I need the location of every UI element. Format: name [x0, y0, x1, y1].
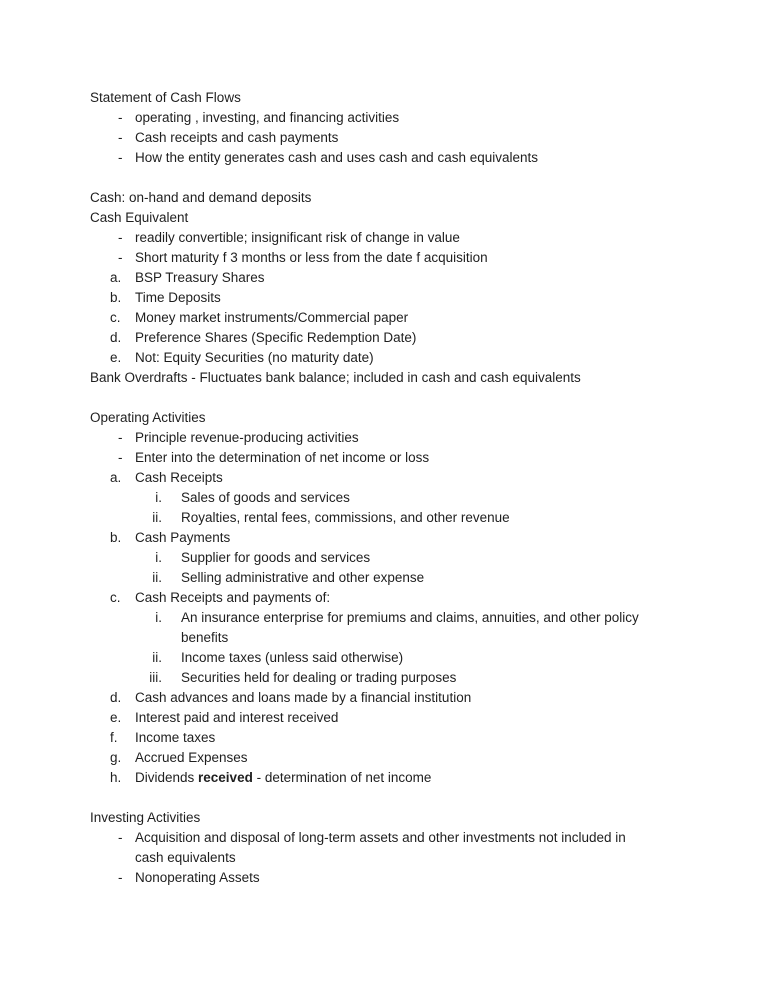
doc-text: Cash Receipts and payments of:	[135, 590, 331, 605]
doc-continuation-line	[0, 628, 768, 648]
doc-text: Money market instruments/Commercial paper	[135, 310, 409, 325]
doc-text: Bank Overdrafts - Fluctuates bank balance; included in cash and cash equivalents	[90, 370, 581, 385]
doc-text: Cash Receipts	[135, 470, 223, 485]
doc-text: Cash advances and loans made by a financial institution	[135, 690, 472, 705]
bullet-dash: -	[118, 430, 123, 445]
list-marker: b.	[110, 530, 122, 545]
doc-text	[135, 768, 431, 788]
doc-text: Enter into the determination of net income or loss	[135, 450, 430, 465]
list-marker: c.	[110, 310, 121, 325]
list-marker: b.	[110, 290, 122, 305]
doc-text: Not: Equity Securities (no maturity date)	[135, 350, 374, 365]
doc-letter-item	[0, 328, 768, 348]
list-marker: d.	[110, 690, 122, 705]
list-marker: g.	[110, 750, 122, 765]
doc-letter-item	[0, 728, 768, 748]
list-marker: f.	[110, 730, 118, 745]
doc-text: How the entity generates cash and uses cash and cash equivalents	[135, 150, 539, 165]
bullet-dash: -	[118, 870, 123, 885]
doc-letter-item	[0, 708, 768, 728]
doc-text: Interest paid and interest received	[135, 710, 339, 725]
doc-paragraph	[0, 88, 768, 108]
doc-paragraph	[0, 408, 768, 428]
list-marker: i.	[155, 550, 162, 565]
list-marker: ii.	[152, 510, 162, 525]
list-marker: ii.	[152, 650, 162, 665]
doc-roman-item	[0, 648, 768, 668]
list-marker: e.	[110, 710, 122, 725]
doc-text-segment: Dividends	[135, 770, 199, 785]
bullet-dash: -	[118, 110, 123, 125]
doc-text: An insurance enterprise for premiums and claims, annuities, and other policy	[181, 610, 639, 625]
list-marker: d.	[110, 330, 122, 345]
doc-roman-item	[0, 508, 768, 528]
doc-letter-item	[0, 748, 768, 768]
list-marker: i.	[155, 610, 162, 625]
doc-roman-item	[0, 488, 768, 508]
list-marker: c.	[110, 590, 121, 605]
doc-text: Nonoperating Assets	[135, 870, 260, 885]
doc-letter-item	[0, 288, 768, 308]
doc-roman-item	[0, 568, 768, 588]
doc-text: Acquisition and disposal of long-term assets and other investments not included in	[135, 830, 626, 845]
doc-text: BSP Treasury Shares	[135, 270, 265, 285]
list-marker: e.	[110, 350, 122, 365]
doc-letter-item	[0, 308, 768, 328]
doc-text: cash equivalents	[135, 850, 236, 865]
doc-paragraph	[0, 368, 768, 388]
doc-text-bold: received	[198, 770, 253, 785]
list-marker: ii.	[152, 570, 162, 585]
doc-text: Cash receipts and cash payments	[135, 130, 339, 145]
doc-text: Short maturity f 3 months or less from the date f acquisition	[135, 250, 488, 265]
doc-roman-item	[0, 608, 768, 628]
doc-paragraph	[0, 808, 768, 828]
doc-letter-item	[0, 588, 768, 608]
doc-text: Statement of Cash Flows	[90, 90, 241, 105]
doc-text: Royalties, rental fees, commissions, and other revenue	[181, 510, 510, 525]
doc-roman-item	[0, 548, 768, 568]
doc-bullet-item	[0, 828, 768, 848]
doc-letter-item	[0, 768, 768, 788]
bullet-dash: -	[118, 150, 123, 165]
doc-roman-item	[0, 668, 768, 688]
bullet-dash: -	[118, 830, 123, 845]
doc-text: Accrued Expenses	[135, 750, 248, 765]
bullet-dash: -	[118, 250, 123, 265]
doc-bullet-item	[0, 108, 768, 128]
doc-letter-item	[0, 468, 768, 488]
doc-letter-item	[0, 268, 768, 288]
doc-text: readily convertible; insignificant risk of change in value	[135, 230, 460, 245]
doc-text: Income taxes (unless said otherwise)	[181, 650, 404, 665]
doc-bullet-item	[0, 448, 768, 468]
doc-text: Securities held for dealing or trading purposes	[181, 670, 457, 685]
doc-text-segment: - determination of net income	[252, 770, 432, 785]
doc-bullet-item	[0, 428, 768, 448]
doc-text: Income taxes	[135, 730, 216, 745]
doc-text: Selling administrative and other expense	[181, 570, 425, 585]
doc-text: benefits	[181, 630, 229, 645]
doc-paragraph	[0, 188, 768, 208]
doc-text: Principle revenue-producing activities	[135, 430, 359, 445]
doc-blank-line	[0, 168, 768, 188]
doc-text: operating , investing, and financing activities	[135, 110, 400, 125]
doc-continuation-line	[0, 848, 768, 868]
doc-text: Cash Equivalent	[90, 210, 189, 225]
list-marker: a.	[110, 270, 122, 285]
doc-letter-item	[0, 688, 768, 708]
bullet-dash: -	[118, 230, 123, 245]
doc-bullet-item	[0, 228, 768, 248]
doc-text: Investing Activities	[90, 810, 201, 825]
list-marker: i.	[155, 490, 162, 505]
doc-text: Sales of goods and services	[181, 490, 350, 505]
list-marker: iii.	[149, 670, 162, 685]
doc-bullet-item	[0, 148, 768, 168]
doc-text: Supplier for goods and services	[181, 550, 371, 565]
list-marker: a.	[110, 470, 122, 485]
bullet-dash: -	[118, 450, 123, 465]
doc-blank-line	[0, 388, 768, 408]
list-marker: h.	[110, 770, 122, 785]
doc-text: Cash: on-hand and demand deposits	[90, 190, 312, 205]
doc-text: Preference Shares (Specific Redemption Date)	[135, 330, 417, 345]
doc-letter-item	[0, 348, 768, 368]
bullet-dash: -	[118, 130, 123, 145]
doc-paragraph	[0, 208, 768, 228]
doc-bullet-item	[0, 128, 768, 148]
doc-blank-line	[0, 788, 768, 808]
doc-bullet-item	[0, 868, 768, 888]
doc-letter-item	[0, 528, 768, 548]
doc-text: Cash Payments	[135, 530, 231, 545]
doc-bullet-item	[0, 248, 768, 268]
doc-text: Operating Activities	[90, 410, 206, 425]
doc-text: Time Deposits	[135, 290, 221, 305]
